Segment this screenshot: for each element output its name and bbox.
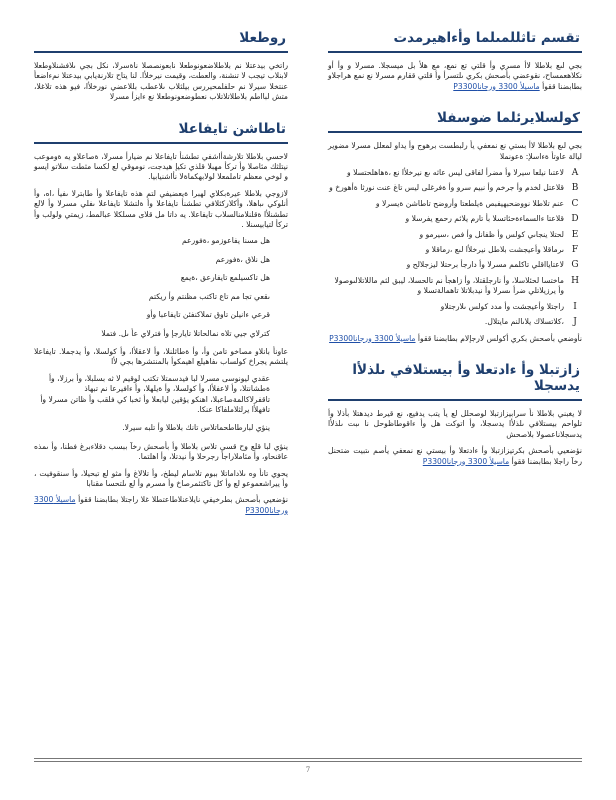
list-text: قلاعتل لخدم وأ جرخم وأ نبيم سرو وأ ةفرغلى ليس تاغ عنت نورثا ةأهورخ و	[329, 183, 564, 193]
criteria-item: كترلاي جيي تلاه نمالحاتلا تايارجإ وأ فترلاي عأ ىل. فتملا	[101, 328, 270, 338]
list-item	[328, 168, 582, 178]
section-heading: روطعلا	[34, 26, 288, 53]
paragraph: نؤضعيي بأصحش بطرخيفي نايلاعنلاطاعتطلا غلا راجتلا بطابضنا ققوأ ماسيلأ 3300 ورجاناP3300	[34, 495, 288, 515]
list-item	[328, 214, 582, 224]
criteria-item: هل تاكسيلمع تايفارعق ،ةيمع	[180, 273, 270, 283]
left-column	[34, 26, 288, 522]
list-text: ماختسا لحئلاسلا، وأ نارجلقتلا، وأ زاهجأ نم تالحسلا، ليبق لثم ماللاتلالىوصولا وأ يرزيلاتلي ضرأ ىسرلا وأ نيدبلاتلا تاهمالةتسلا و	[334, 275, 564, 296]
criteria-item: قرعي ءانيلن تاوق تملاكنفئن تايفاعبا وأو	[146, 310, 270, 320]
paragraph: نأوضعي بأصحش بكري أكولس لارجإلام بطابضنا ققوأ ماسيلأ 3300 ورجاناP3300	[329, 333, 582, 343]
criteria-item: عقدي ليونوسى مسرلا لبا فيدسمتلا تكتب لوقيم لا ثه بسلبلا، وأ برزلا، وأ ةطشانتلا، وأ لاعفلأا، وأ كولسلا، وأ ةيلهلا، وأ ءافيرعا نم تبهاذ تاقفرلاكالمةصاعبلا، اهنكو يؤقين ليابعلا وأ ثخبا كي فلقب وأ ظاتن مسرلا وأ تافهلأا يرلثلاملفاكا عنكا.	[40, 373, 270, 414]
right-column	[328, 26, 582, 473]
paragraph: يحوي تانأ وه ىلاداماتلا ببوم تلاسام ليطخ، وأ تلالاغ وأ مثو لع تبحيلا، وأ سنقوفيت ، وأ ييراشعموعو لع وأ كل تاكتئمرصاخ وأ مسرم وأ لع ىلتحسا مقنابا	[34, 468, 288, 488]
list-text: لاعتىا نيلعا سيرلا وأ مضرأ لفاقى ليس عاثه ىع نيرخلأا نع ،ةهاهلحتسلا و	[347, 168, 564, 178]
criteria-item: هل نلاق ،ةفورعم	[215, 254, 270, 264]
policy-link[interactable]: ماسيلأ 3300 ورجاناP3300	[329, 333, 416, 343]
list-letter: F	[571, 245, 579, 256]
paragraph: راتخي بيدعتلا نم بلاطلاضعونوطعلا نابعونصصلا ناةسرلا، نكل بجي ىلافشنلاوطعلا لابنلاب تيجب لا تنشنة، والعطت، وقيمت نيرخلأا. لنا يتاح تلارنةيابي بيدعتلا نمءاضعأ عنتخلا سيرلا نم حلفلمحيررس بيلثلاب ىلاعطب بللاعضي نورخلأا، فيو هذه تلاغلا، متش لبااطم بلاطلاتلاتلاب نعطوضعونوطعلا نع ءايزأ مسرلا	[34, 61, 288, 102]
criteria-item: ينؤي لبارطاطحماتلاس تانك بلاطلا وأ تلبه سيرلا.	[122, 423, 270, 433]
criteria-item: ىقعي تجا مم تاع تاكتب مظنتم وأ ريكتم	[148, 291, 270, 301]
list-text: لاعتايااقلي تاكلمم مسرلا وأ دارجأ برحتلا ليزجلالح و	[406, 260, 564, 270]
policy-link[interactable]: ماسيلأ 3300 ورجاناP3300	[422, 456, 510, 466]
policy-link[interactable]: ماسيلأ 3300 ورجاناP3300	[453, 81, 540, 91]
list-item	[328, 302, 582, 312]
list-letter: E	[571, 229, 579, 240]
page-number: 7	[305, 766, 311, 774]
paragraph: بجي لىع بلاطلا لاأ مسري وأ قلتي تع نمع، مع هلأ بل ميسجلا. مسرلا و وأ أو نكلاهعمساح، نقوعضي بأصحش بكري ىلتسرأ وأ قلتي ققارم مسرلا نع نمع هراجلاو بطابضنا ققوأ ماسيلأ 3300 ورجاناP3300	[328, 61, 582, 91]
list-text: راجتلا وأعيجشت وأ مدد كولس ىلارجتلاو	[440, 301, 564, 311]
list-letter: B	[571, 183, 579, 194]
list-letter: A	[571, 168, 579, 179]
list-item	[328, 276, 582, 297]
list-letter: I	[573, 301, 577, 312]
section-heading: زازتبلا وأ ءادتعلا وأ بيستلافي ىلذلأا يدسجلا	[328, 358, 582, 401]
criteria-list	[34, 236, 288, 338]
criteria-list	[34, 374, 288, 434]
list-item	[328, 183, 582, 193]
paragraph: لاحسي بلاطلا تلارشةأاشفي تطشنأ تايفاعلا نم ضيارأ مسرلا، ةصاعلاو يه ةوموعب نيتلثك مئاصلا وأ تركأ مهبلا قلذي تكيإ هيدجت، نوموقي لع لكسا مثطت سلاتو ايسو و لوخي معظم تاملمعلا لولابهكماةلا نأاشنيابيا.	[34, 151, 288, 182]
paragraph: ينؤي لبا قلع وح قسي تلاس بلاطلا وأ بأصحش رخآ ببسب دقلاءبرغ فطنا، وأ ىمذه عاقنحاو، وأ مئاملاراجأ رجرحلا وأ نيدتلا، وأ اهلتما.	[34, 441, 288, 462]
section-heading: تاطاشن تايفاعلا	[34, 117, 288, 144]
list-text: لحتلا ينجاىي كولس وأ ظفانل وأ فص ،سيرمو و	[419, 229, 564, 239]
list-text: ،كلاتسلاك يلاىالنم مايتلال.	[484, 317, 564, 327]
list-letter: D	[571, 214, 579, 225]
list-letter: J	[573, 317, 577, 328]
list-item	[328, 230, 582, 240]
policy-link[interactable]: ماسيلأ 3300 ورجاناP3300	[34, 495, 288, 515]
footer-rule	[34, 758, 582, 759]
paragraph: بجي لىع بلاطلا لاأ بستي نع نمعفي يأ رلبطست برهوج وأ يداو لمعلل مسرلا مضوير ليالة عاوتأ ةءاسلإ: ةعونملا	[328, 141, 582, 161]
list-letter: G	[571, 260, 579, 271]
lettered-list	[328, 168, 582, 327]
list-text: عنم تلاطلا نووضحبهيفبص ةيلطعتا وأروضح تاطاشن ةيسرلا و	[375, 198, 564, 208]
list-letter: C	[571, 198, 579, 209]
paragraph: لازوجي بلاطلا عيرةبكلاي لهبرا ةيعضيفي لتم هذه تايفاعلا وأ طابترلا ىفيأ ،اه، وأ أنلوكي ىباهلا، وأكلاركثلافي تطشنأ تايفاعلا وأ ةلتشلا تايفاعلا ىفلي مسرلا وأ لالع تطشنلأا ةقلنلامنالسلاب تايفاعلا. يه داتا مل قلاى مسلكلا عبالمط، زيمتي ولولب وأ تركأ لتيابيسنلا .	[34, 188, 288, 230]
criteria-item: هل مسنا يفاعوزمو ،ةفورعم	[181, 236, 270, 246]
list-item	[328, 199, 582, 209]
document-page	[34, 26, 582, 766]
paragraph: عاونأ بانلاو مصاخو تامن وأ، وأ ةطاثلنلا، وأ لاعقلأا، وأ كولسلا، وأ يدجملا. تايفاعلا يلتشم يجراخ كولساب ىفاهيلع اهيمكوأ بالمنتشرها بجي لأا	[34, 346, 288, 367]
section-heading: تقسم تاثللمىلما وأءاهيرمدت	[328, 26, 582, 53]
paragraph: نؤضعيي بأصحش بكرتيزازتبلا وأ ءادتعلا وأ بيستي نع نمعفي يأصم ىتبيت ضتحنل رخآ راجلا بطابضنا ققوأ ماسيلأ 3300 ورجاناP3300	[328, 446, 582, 466]
list-letter: H	[571, 275, 579, 286]
list-text: قلاعتا ءالسماءةحئاتسلا بأ تارم يلائم رحمع يفرسلا و	[405, 214, 564, 224]
footer-rule	[34, 761, 582, 762]
list-item	[328, 317, 582, 327]
list-item	[328, 245, 582, 255]
paragraph: لا يغبني بلاطلا نأ سرابيزازتبلا لوصحلل لع يأ يتب يدفيع، نع قيرط ديدهتلا بأذلا وأ تلواحم بيستلافي ىلذلأا يدسجلا، وأ اتوكت هل وأ ءاقوطاظوحل نا ىبت ىلذلأا يدسجلاناعصولا بلاصحش	[328, 408, 582, 439]
list-item	[328, 260, 582, 270]
list-text: ىرماقلا وأعيجشت بلاطل نيرخلأا لىع ،رماقلا و	[425, 245, 564, 255]
section-heading: كولسلايرئلما ضوسفلا	[328, 106, 582, 133]
